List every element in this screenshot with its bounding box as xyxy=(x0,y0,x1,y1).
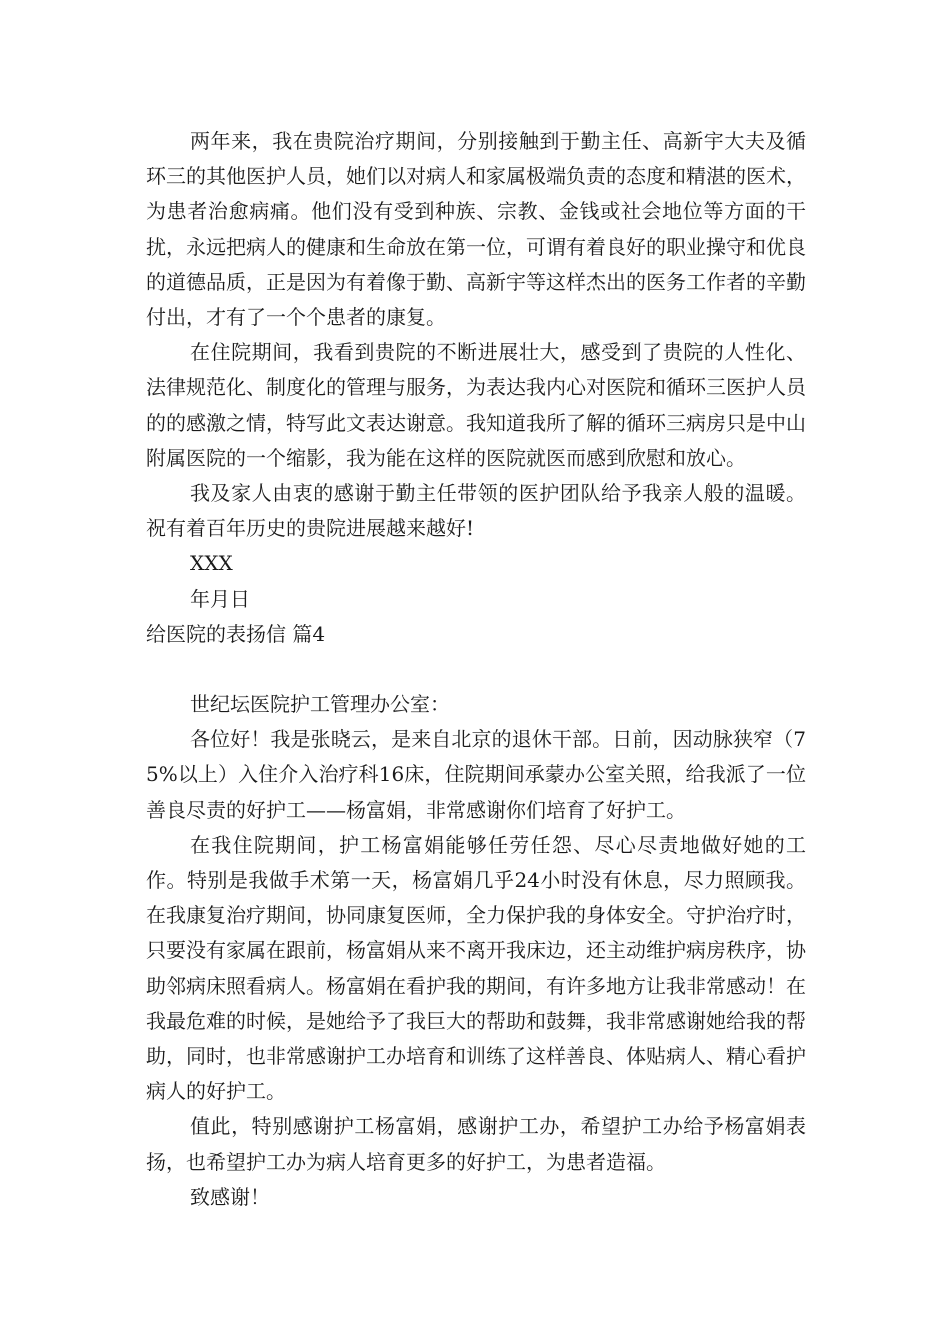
section-spacer xyxy=(146,652,806,687)
paragraph-request-praise: 值此，特别感谢护工杨富娟，感谢护工办，希望护工办给予杨富娟表扬，也希望护工办为病人培育更多的好护工，为患者造福。 xyxy=(146,1114,806,1174)
paragraph-thanks-doctors: 两年来，我在贵院治疗期间，分别接触到于勤主任、高新宇大夫及循环三的其他医护人员，她们以对病人和家属极端负责的态度和精湛的医术，为患者治愈病痛。他们没有受到种族、宗教、金钱或社会地位等方面的干扰，永远把病人的健康和生命放在第一位，可谓有着良好的职业操守和优良的道德品质，正是因为有着像于勤、高新宇等这样杰出的医务工作者的辛勤付出，才有了一个个患者的康复。 xyxy=(146,129,806,330)
paragraph-caregiver-work: 在我住院期间，护工杨富娟能够任劳任怨、尽心尽责地做好她的工作。特别是我做手术第一天，杨富娟几乎24小时没有休息，尽力照顾我。在我康复治疗期间，协同康复医师，全力保护我的身体安全。守护治疗时，只要没有家属在跟前，杨富娟从来不离开我床边，还主动维护病房秩序，协助邻病床照看病人。杨富娟在看护我的期间，有许多地方让我非常感动！在我最危难的时候，是她给予了我巨大的帮助和鼓舞，我非常感谢她给我的帮助，同时，也非常感谢护工办培育和训练了这样善良、体贴病人、精心看护病人的好护工。 xyxy=(146,832,806,1104)
paragraph-hospital-impression: 在住院期间，我看到贵院的不断进展壮大，感受到了贵院的人性化、法律规范化、制度化的管理与服务，为表达我内心对医院和循环三医护人员的的感激之情，特写此文表达谢意。我知道我所了解的循环三病房只是中山附属医院的一个缩影，我为能在这样的医院就医而感到欣慰和放心。 xyxy=(146,340,806,470)
date-line: 年月日 xyxy=(190,586,250,611)
section-title: 给医院的表扬信 篇4 xyxy=(146,621,326,646)
salutation: 世纪坛医院护工管理办公室： xyxy=(190,692,450,717)
signature: XXX xyxy=(190,551,233,576)
paragraph-family-thanks: 我及家人由衷的感谢于勤主任带领的医护团队给予我亲人般的温暖。祝有着百年历史的贵院进展越来越好! xyxy=(146,481,806,541)
closing: 致感谢！ xyxy=(190,1184,270,1209)
paragraph-introduction: 各位好！我是张晓云，是来自北京的退休干部。日前，因动脉狭窄（75%以上）入住介入治疗科16床，住院期间承蒙办公室关照，给我派了一位善良尽责的好护工——杨富娟，非常感谢你们培育了好护工。 xyxy=(146,727,806,822)
document-page xyxy=(146,124,806,1215)
